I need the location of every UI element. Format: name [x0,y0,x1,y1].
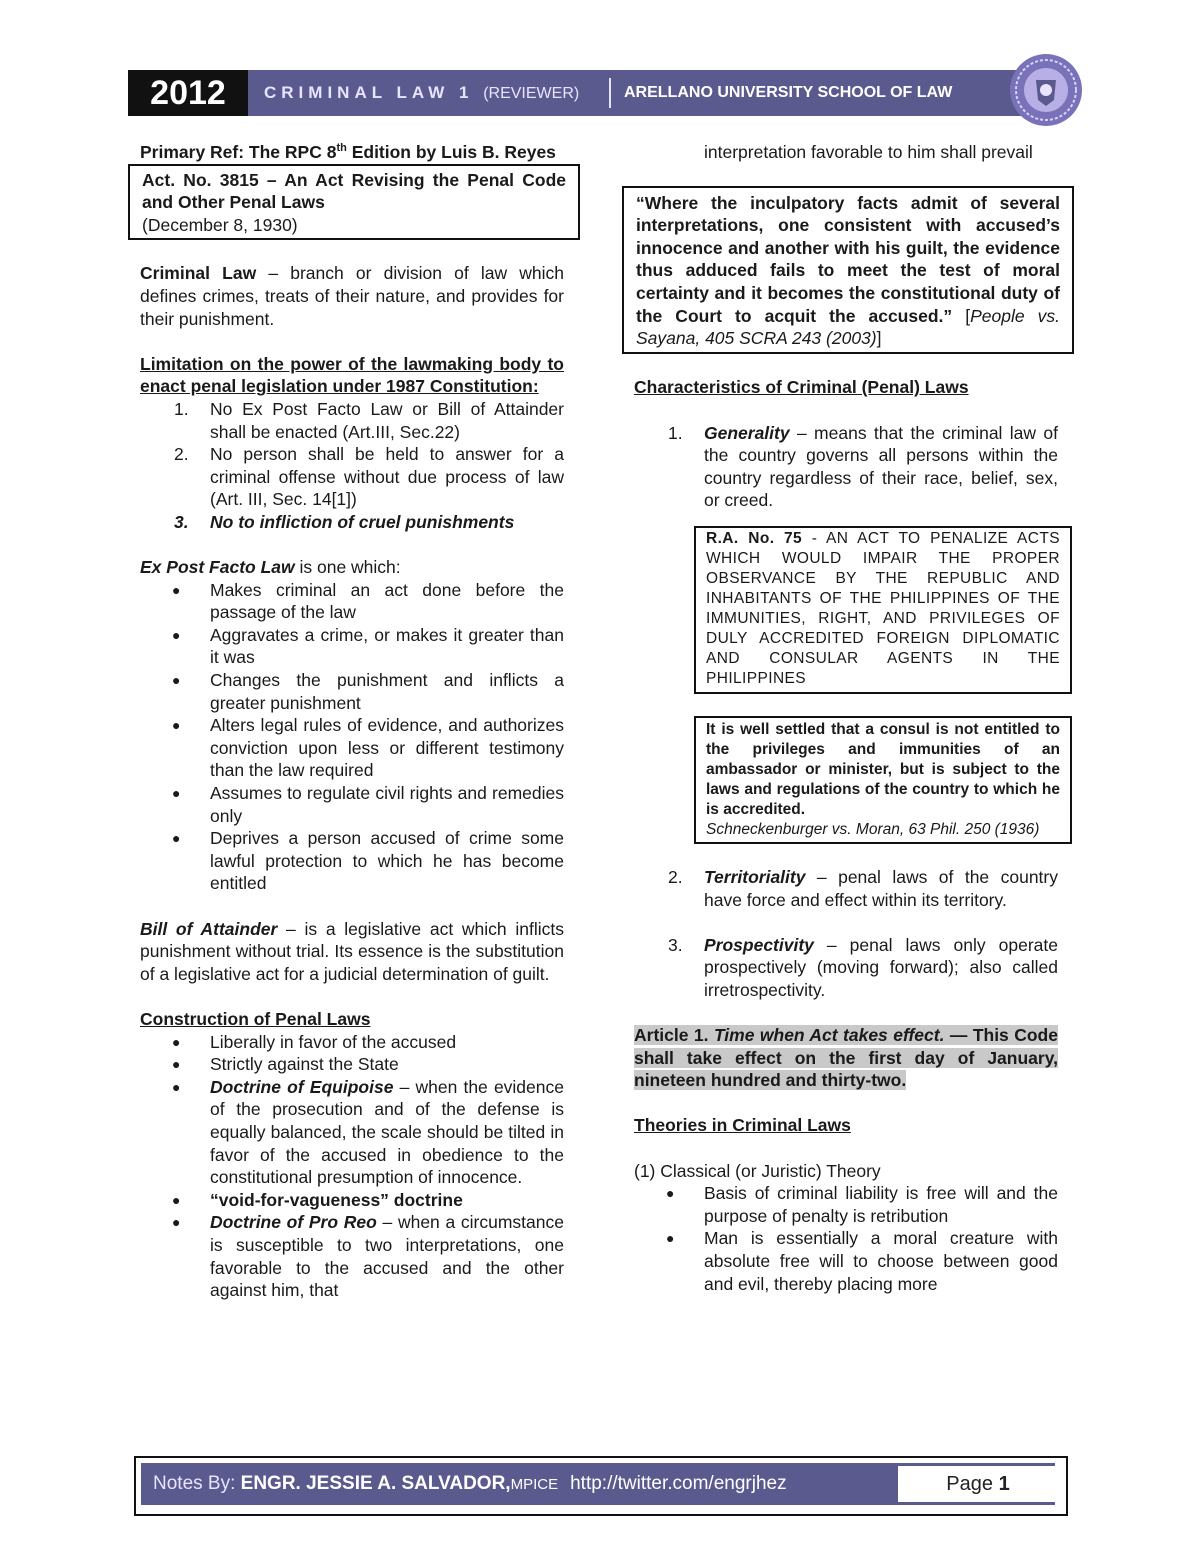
list-item [140,669,564,714]
footer-credits [153,1463,787,1506]
theories-heading: Theories in Criminal Laws [634,1115,851,1136]
item-text: Man is essentially a moral creature with absolute free will to choose between good and evil, thereby placing more [704,1228,1058,1294]
list-item [140,579,564,624]
header-course-sub: (REVIEWER) [483,85,580,102]
quote-citation: People vs. Sayana, 405 SCRA 243 (2003) [636,305,1060,349]
primary-ref-text: Primary Ref: The RPC 8 [140,142,337,162]
bullet-icon: ● [172,626,181,643]
ex-post-facto-intro [140,556,564,579]
item-text: Liberally in favor of the accused [210,1031,457,1052]
bullet-icon: ● [172,1056,181,1073]
ra-75-desc: - AN ACT TO PENALIZE ACTS WHICH WOULD IMPAIR THE PROPER OBSERVANCE BY THE REPUBLIC AND INHABITANTS OF THE PHILIPPINES OF THE IMMUNITIES, RIGHT, AND PRIVILEGES OF DULY ACCREDITED FOREIGN DIPLOMATIC AND CONSULAR AGENTS IN THE PHILIPPINES [706,529,1060,687]
act-box [128,164,580,241]
bullet-icon: ● [172,1214,181,1231]
pro-reo-continuation: interpretation favorable to him shall prevail [704,142,1033,162]
list-item [140,1031,564,1054]
list-item [140,827,564,895]
list-spacer [634,911,1058,934]
footer [134,1456,1068,1516]
list-item [140,624,564,669]
list-item [140,511,564,534]
footer-twitter-link[interactable]: http://twitter.com/engrjhez [570,1473,787,1494]
bill-of-attainder-term: Bill of Attainder [140,918,278,939]
quote-text [636,192,1060,350]
item-number: 2. [174,444,189,465]
item-number: 1. [174,398,189,419]
item-text: Makes criminal an act done before the passage of the law [210,579,564,623]
list-item [140,398,564,443]
generality-term: Generality [704,422,790,443]
item-text: Strictly against the State [210,1054,399,1075]
item-text: No person shall be held to answer for a criminal offense without due process of law (Art. III, Sec. 14[1]) [210,444,564,510]
list-item [140,782,564,827]
construction-heading: Construction of Penal Laws [140,1008,371,1029]
item-number: 3. [668,934,683,955]
limitation-list [140,398,564,534]
footer-bar [141,1463,1055,1505]
page-number: 1 [998,1473,1010,1495]
quote-cite-open: [ [952,305,971,326]
construction-list [140,1031,564,1302]
equipoise-term: Doctrine of Equipoise [210,1076,394,1097]
footer-credential: MPICE [510,1476,559,1493]
prospectivity-term: Prospectivity [704,934,814,955]
list-item [634,866,1058,911]
list-item [634,1227,1058,1295]
limitation-heading: Limitation on the power of the lawmaking body to enact penal legislation under 1987 Constitution: [140,353,564,397]
page-number-box [898,1466,1058,1502]
bullet-icon: ● [172,1191,181,1208]
quote-bold: “Where the inculpatory facts admit of several interpretations, one consistent with accused’s innocence and another with his guilt, the evidence thus adduced fails to meet the test of moral certainty and it becomes the constitutional duty of the Court to acquit the accused.” [636,192,1060,326]
article-1-text: — This Code shall take effect on the first day of January, nineteen hundred and thirty-two. [634,1025,1058,1091]
page-label: Page [946,1473,994,1495]
criminal-law-def: – branch or division of law which defines crimes, treats of their nature, and provides for their punishment. [140,263,564,329]
consul-box [694,716,1072,844]
ra-75-label: R.A. No. 75 [706,529,803,547]
classical-theory-label: (1) Classical (or Juristic) Theory [634,1160,881,1181]
bullet-icon: ● [172,1033,181,1050]
bill-of-attainder-definition [140,918,564,986]
bullet-icon: ● [172,1078,181,1095]
bullet-icon: ● [666,1230,675,1247]
criminal-law-definition [140,262,564,330]
consul-citation: Schneckenburger vs. Moran, 63 Phil. 250 (1936) [706,820,1040,838]
header-course [264,70,579,117]
bullet-icon: ● [172,672,181,689]
item-text: Assumes to regulate civil rights and remedies only [210,783,564,826]
ra-75-text [706,529,1060,689]
ex-post-facto-rest: is one which: [294,557,401,578]
characteristics-list-2 [634,866,1058,1002]
left-column [140,141,564,1302]
bullet-icon: ● [666,1185,675,1202]
list-item [140,1053,564,1076]
territoriality-def: – penal laws of the country have force and effect within its territory. [704,866,1058,910]
criminal-law-term: Criminal Law [140,263,257,284]
pro-reo-term: Doctrine of Pro Reo [210,1212,377,1233]
generality-def: – means that the criminal law of the country governs all persons within the country regardless of their race, belief, sex, or creed. [704,422,1058,511]
primary-ref-sup: th [336,142,347,155]
item-text: No to infliction of cruel punishments [210,511,515,532]
list-item [140,714,564,782]
list-item [634,934,1058,1002]
item-text: Deprives a person accused of crime some lawful protection to which he has become entitled [210,828,564,894]
footer-author: ENGR. JESSIE A. SALVADOR, [240,1473,511,1494]
list-item [634,422,1058,512]
university-seal-icon [1008,52,1084,128]
act-title: Act. No. 3815 – An Act Revising the Penal Code and Other Penal Laws [142,169,566,213]
ex-post-facto-term: Ex Post Facto Law [140,557,295,578]
article-1-title: Time when Act takes effect. [713,1025,945,1046]
act-date: (December 8, 1930) [142,214,298,235]
item-text: No Ex Post Facto Law or Bill of Attainder shall be enacted (Art.III, Sec.22) [210,398,564,442]
prospectivity-def: – penal laws only operate prospectively (moving forward); also called irretrospectivity. [704,934,1058,1000]
item-number: 1. [668,422,683,443]
item-text: Aggravates a crime, or makes it greater than it was [210,624,564,668]
pro-reo-def: – when a circumstance is susceptible to two interpretations, one favorable to the accused and the other against him, that [210,1212,564,1301]
header-bar [128,70,1052,116]
bullet-icon: ● [172,717,181,734]
item-number: 3. [174,511,189,532]
list-item [140,1211,564,1301]
bullet-icon: ● [172,785,181,802]
footer-notes-label: Notes By: [153,1473,236,1494]
list-item [140,1189,564,1212]
consul-text: It is well settled that a consul is not entitled to the privileges and immunities of an ambassador or minister, but is subject to the laws and regulations of the country to which he is accredited. [706,720,1060,818]
header-course-title: CRIMINAL LAW 1 [264,83,474,102]
characteristics-list-1 [634,422,1058,512]
void-for-vagueness-term: “void-for-vagueness” doctrine [210,1189,463,1210]
quote-cite-close: ] [876,328,882,349]
territoriality-term: Territoriality [704,866,806,887]
header-year: 2012 [128,70,248,116]
header-school: ARELLANO UNIVERSITY SCHOOL OF LAW [624,84,953,101]
list-item [140,443,564,511]
quote-box [622,186,1074,354]
classical-theory-list [634,1182,1058,1295]
article-1 [634,1024,1058,1092]
list-item [634,1182,1058,1227]
ex-post-facto-list [140,579,564,895]
equipoise-def: – when the evidence of the prosecution and of the defense is equally balanced, the scale should be tilted in favor of the accused in obedience to the constitutional presumption of innocence. [210,1076,564,1188]
right-column [634,141,1058,1295]
item-text: Alters legal rules of evidence, and authorizes conviction upon less or different testimony than the law required [210,715,564,781]
list-item [140,1076,564,1189]
ra-75-box [694,526,1072,694]
primary-reference [140,141,564,164]
item-text: Changes the punishment and inflicts a greater punishment [210,670,564,713]
characteristics-heading: Characteristics of Criminal (Penal) Laws [634,377,969,398]
primary-ref-text-b: Edition by Luis B. Reyes [346,142,556,162]
item-number: 2. [668,866,683,887]
item-text: Basis of criminal liability is free will and the purpose of penalty is retribution [704,1183,1058,1226]
bullet-icon: ● [172,830,181,847]
bill-of-attainder-def: – is a legislative act which inflicts punishment without trial. Its essence is the substitution of a legislative act for a judicial determination of guilt. [140,918,564,984]
bullet-icon: ● [172,581,181,598]
article-1-label: Article 1. [634,1025,709,1046]
header-separator [609,78,611,108]
